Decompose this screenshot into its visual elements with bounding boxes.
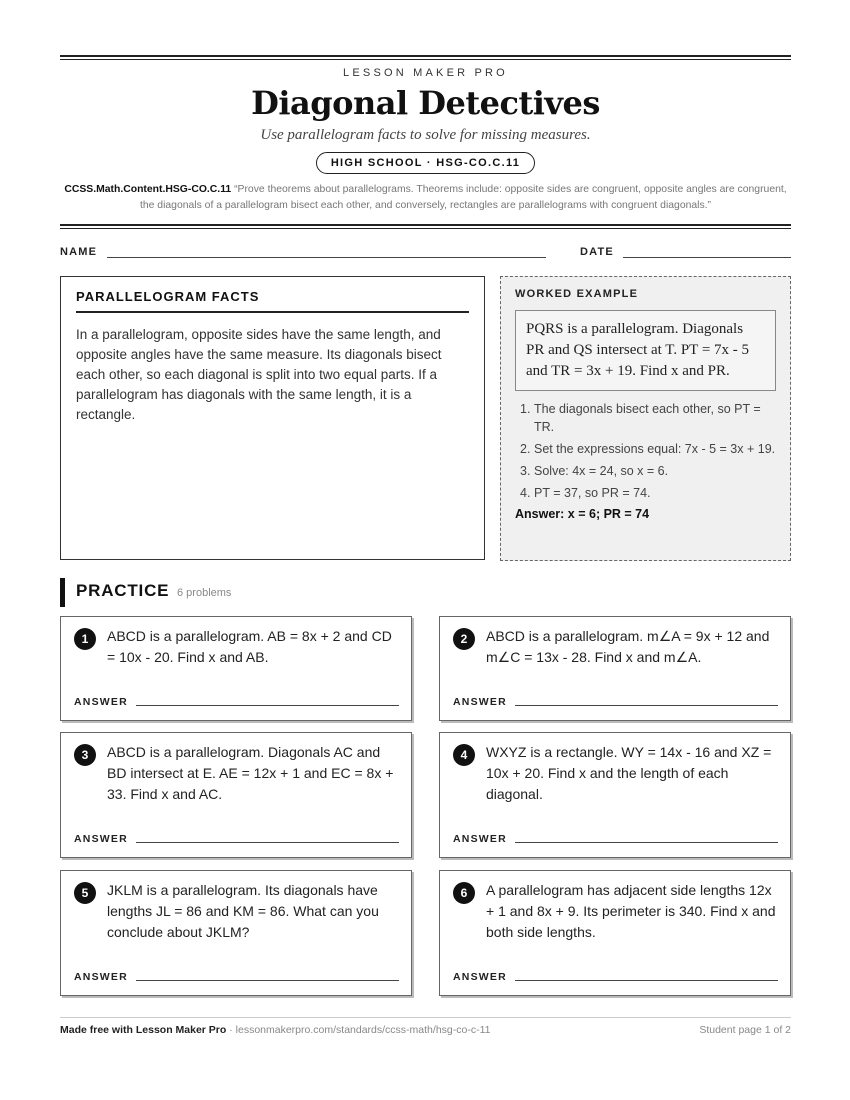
answer-label: ANSWER (74, 696, 128, 708)
worksheet-title: Diagonal Detectives (251, 84, 600, 122)
problem-number-badge: 6 (453, 882, 475, 904)
problem-text: JKLM is a parallelogram. Its diagonals have lengths JL = 86 and KM = 86. What can you conclude about JKLM? (107, 882, 379, 940)
worked-step: 3. Solve: 4x = 24, so x = 6. (520, 464, 669, 478)
problem-number-badge: 5 (74, 882, 96, 904)
name-label: NAME (60, 246, 98, 258)
answer-field[interactable] (136, 842, 399, 843)
answer-field[interactable] (515, 980, 778, 981)
worked-example-title: WORKED EXAMPLE (515, 288, 639, 300)
parallelogram-facts-box (60, 276, 485, 560)
footer-made-with: Made free with Lesson Maker Pro (60, 1024, 227, 1036)
problem-card-1 (60, 616, 412, 721)
footer-page-number: Student page 1 of 2 (699, 1024, 791, 1036)
footer-separator: · (226, 1024, 236, 1036)
answer-label: ANSWER (74, 833, 128, 845)
answer-field[interactable] (136, 980, 399, 981)
problem-number-badge: 4 (453, 744, 475, 766)
problem-text: ABCD is a parallelogram. Diagonals AC and BD intersect at E. AE = 12x + 1 and EC = 8x + 33. Find x and AC. (107, 744, 394, 802)
date-label: DATE (580, 246, 614, 258)
answer-field[interactable] (515, 705, 778, 706)
worked-step: 2. Set the expressions equal: 7x - 5 = 3x + 19. (520, 442, 776, 456)
standard-text: “Prove theorems about parallelograms. Theorems include: opposite sides are congruent, opposite angles are congruent, the diagonals of a parallelogram bisect each other, and conversely, rectangles are parallelograms with congruent diagonals.” (139, 184, 787, 211)
problem-number-badge: 2 (453, 628, 475, 650)
practice-count: 6 problems (177, 587, 232, 599)
worked-example-box (500, 276, 791, 561)
standard-code: CCSS.Math.Content.HSG-CO.C.11 (64, 184, 232, 195)
problem-number-badge: 3 (74, 744, 96, 766)
practice-accent-bar (60, 578, 65, 607)
problem-text: ABCD is a parallelogram. AB = 8x + 2 and CD = 10x - 20. Find x and AB. (107, 628, 392, 665)
problem-card-2 (439, 616, 791, 721)
name-field[interactable] (107, 257, 546, 258)
answer-label: ANSWER (74, 971, 128, 983)
answer-field[interactable] (136, 705, 399, 706)
header-bottom-rule (60, 224, 791, 229)
brand-name: LESSON MAKER PRO (343, 67, 508, 79)
problem-text: WXYZ is a rectangle. WY = 14x - 16 and XZ = 10x + 20. Find x and the length of each diagonal. (486, 744, 772, 802)
problem-card-6 (439, 870, 791, 996)
answer-label: ANSWER (453, 971, 507, 983)
facts-body: In a parallelogram, opposite sides have the same length, and opposite angles have the same measure. Its diagonals bisect each other, so each diagonal is split into two equal parts. If a parallelogram has diagonals with the same length, it is a rectangle. (76, 327, 442, 422)
problem-text: ABCD is a parallelogram. m∠A = 9x + 12 and m∠C = 13x - 28. Find x and m∠A. (486, 628, 770, 665)
answer-label: ANSWER (453, 833, 507, 845)
problem-number-badge: 1 (74, 628, 96, 650)
worked-step: 1. The diagonals bisect each other, so PT = TR. (520, 402, 761, 434)
worksheet-page (60, 0, 791, 1100)
level-pill: HIGH SCHOOL · HSG-CO.C.11 (316, 152, 535, 174)
facts-title: PARALLELOGRAM FACTS (76, 289, 469, 313)
worked-example-answer: Answer: x = 6; PR = 74 (515, 507, 650, 521)
answer-field[interactable] (515, 842, 778, 843)
header-top-rule (60, 55, 791, 60)
worked-step: 4. PT = 37, so PR = 74. (520, 486, 651, 500)
answer-label: ANSWER (453, 696, 507, 708)
problem-card-4 (439, 732, 791, 858)
footer-url[interactable]: lessonmakerpro.com/standards/ccss-math/hsg-co-c-11 (235, 1024, 491, 1036)
footer-rule (60, 1017, 791, 1018)
worksheet-subtitle: Use parallelogram facts to solve for missing measures. (260, 127, 591, 143)
footer-credit (60, 1024, 490, 1036)
worked-example-steps (515, 400, 776, 502)
worked-example-problem: PQRS is a parallelogram. Diagonals PR and QS intersect at T. PT = 7x - 5 and TR = 3x + 19. Find x and PR. (515, 310, 776, 391)
problem-card-3 (60, 732, 412, 858)
standard-description (60, 182, 791, 214)
problem-text: A parallelogram has adjacent side lengths 12x + 1 and 8x + 9. Its perimeter is 340. Find x and both side lengths. (486, 882, 776, 940)
problem-card-5 (60, 870, 412, 996)
date-field[interactable] (623, 257, 791, 258)
practice-heading: PRACTICE (76, 581, 170, 600)
